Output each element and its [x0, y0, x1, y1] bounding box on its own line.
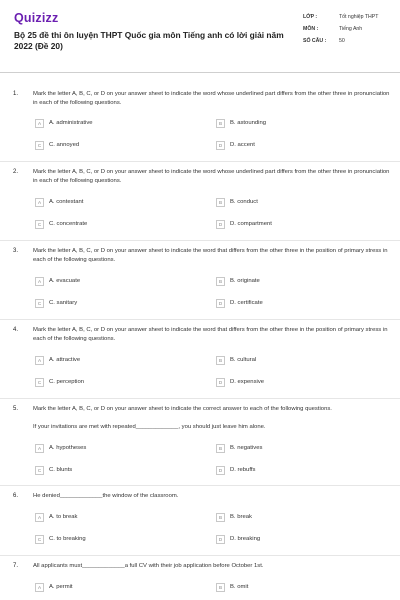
- page-title: Bộ 25 đề thi ôn luyện THPT Quốc gia môn Tiếng anh có lời giải năm 2022 (Đề 20): [14, 30, 284, 51]
- question-number: 7.: [13, 563, 19, 569]
- option-letter-box: A: [35, 119, 44, 128]
- option-letter-box: A: [35, 513, 44, 522]
- option-letter-box: B: [216, 583, 225, 592]
- question-number: 6.: [13, 493, 19, 499]
- option-letter-box: A: [35, 198, 44, 207]
- option-label: A. permit: [49, 584, 73, 590]
- meta-question-count-key: SỐ CÂU :: [303, 38, 327, 44]
- option-letter-box: B: [216, 444, 225, 453]
- question-number: 1.: [13, 91, 19, 97]
- option-label: A. attractive: [49, 357, 81, 363]
- question-divider: [0, 485, 400, 486]
- option-letter-box: C: [35, 535, 44, 544]
- option-label: B. originate: [230, 278, 260, 284]
- option-letter-box: D: [216, 378, 225, 387]
- option-letter-box: A: [35, 583, 44, 592]
- option-letter-box: C: [35, 378, 44, 387]
- meta-subject-value: Tiếng Anh: [339, 26, 363, 32]
- option-label: B. omit: [230, 584, 249, 590]
- option-label: D. breaking: [230, 536, 261, 542]
- worksheet-header: [0, 0, 400, 73]
- option-letter-box: D: [216, 466, 225, 475]
- option-letter-box: B: [216, 356, 225, 365]
- option-label: B. break: [230, 514, 252, 520]
- option-label: A. evacuate: [49, 278, 81, 284]
- option-letter-box: C: [35, 466, 44, 475]
- option-letter-box: A: [35, 444, 44, 453]
- option-letter-box: C: [35, 141, 44, 150]
- option-label: B. conduct: [230, 199, 258, 205]
- option-letter-box: C: [35, 220, 44, 229]
- quizizz-logo: Quizizz: [14, 11, 59, 25]
- option-label: C. perception: [49, 379, 85, 385]
- question-number: 2.: [13, 169, 19, 175]
- option-label: C. concentrate: [49, 221, 88, 227]
- meta-subject-key: MÔN :: [303, 26, 319, 32]
- question-text: Mark the letter A, B, C, or D on your answer sheet to indicate the word whose underlined part differs from the other three in pronunciation in each of the following questions.: [33, 91, 390, 106]
- question-text: All applicants must_____________a full CV with their job application before October 1st.: [33, 563, 264, 569]
- option-label: D. compartment: [230, 221, 272, 227]
- question-text: He denied_____________the window of the classroom.: [33, 493, 179, 499]
- question-text: Mark the letter A, B, C, or D on your answer sheet to indicate the word that differs from the other three in the position of primary stress in each of the following questions.: [33, 327, 388, 342]
- question-text: Mark the letter A, B, C, or D on your answer sheet to indicate the word whose underlined part differs from the other three in pronunciation in each of the following questions.: [33, 169, 390, 184]
- option-label: C. annoyed: [49, 142, 80, 148]
- option-label: A. contestant: [49, 199, 84, 205]
- option-label: A. administrative: [49, 120, 93, 126]
- option-letter-box: B: [216, 198, 225, 207]
- option-label: A. to break: [49, 514, 78, 520]
- question-text: Mark the letter A, B, C, or D on your answer sheet to indicate the word that differs from the other three in the position of primary stress in each of the following questions.: [33, 248, 388, 263]
- option-label: D. rebuffs: [230, 467, 256, 473]
- worksheet-meta: [303, 14, 395, 50]
- option-label: A. hypotheses: [49, 445, 87, 451]
- option-label: B. astounding: [230, 120, 267, 126]
- option-label: C. blunts: [49, 467, 73, 473]
- option-letter-box: D: [216, 535, 225, 544]
- meta-subject: [303, 26, 395, 33]
- question-divider: [0, 319, 400, 320]
- question-text: Mark the letter A, B, C, or D on your answer sheet to indicate the correct answer to each of the following questions.: [33, 406, 332, 412]
- question-subtext: If your invitations are met with repeated_____________, you should just leave him alone.: [33, 424, 266, 430]
- option-letter-box: A: [35, 277, 44, 286]
- option-label: D. expensive: [230, 379, 265, 385]
- option-label: D. accent: [230, 142, 255, 148]
- question-divider: [0, 555, 400, 556]
- option-label: D. certificate: [230, 300, 263, 306]
- question-number: 4.: [13, 327, 19, 333]
- option-label: B. negatives: [230, 445, 263, 451]
- option-letter-box: B: [216, 119, 225, 128]
- option-letter-box: D: [216, 299, 225, 308]
- question-number: 3.: [13, 248, 19, 254]
- question-divider: [0, 240, 400, 241]
- meta-class-value: Tốt nghiệp THPT: [339, 14, 379, 20]
- option-letter-box: C: [35, 299, 44, 308]
- option-label: C. to breaking: [49, 536, 86, 542]
- meta-class: [303, 14, 395, 21]
- option-label: B. cultural: [230, 357, 257, 363]
- meta-question-count: [303, 38, 395, 45]
- meta-question-count-value: 50: [339, 38, 345, 44]
- option-label: C. sanitary: [49, 300, 78, 306]
- option-letter-box: D: [216, 141, 225, 150]
- option-letter-box: A: [35, 356, 44, 365]
- question-divider: [0, 398, 400, 399]
- question-divider: [0, 161, 400, 162]
- meta-class-key: LỚP :: [303, 14, 318, 20]
- option-letter-box: B: [216, 277, 225, 286]
- option-letter-box: D: [216, 220, 225, 229]
- question-number: 5.: [13, 406, 19, 412]
- option-letter-box: B: [216, 513, 225, 522]
